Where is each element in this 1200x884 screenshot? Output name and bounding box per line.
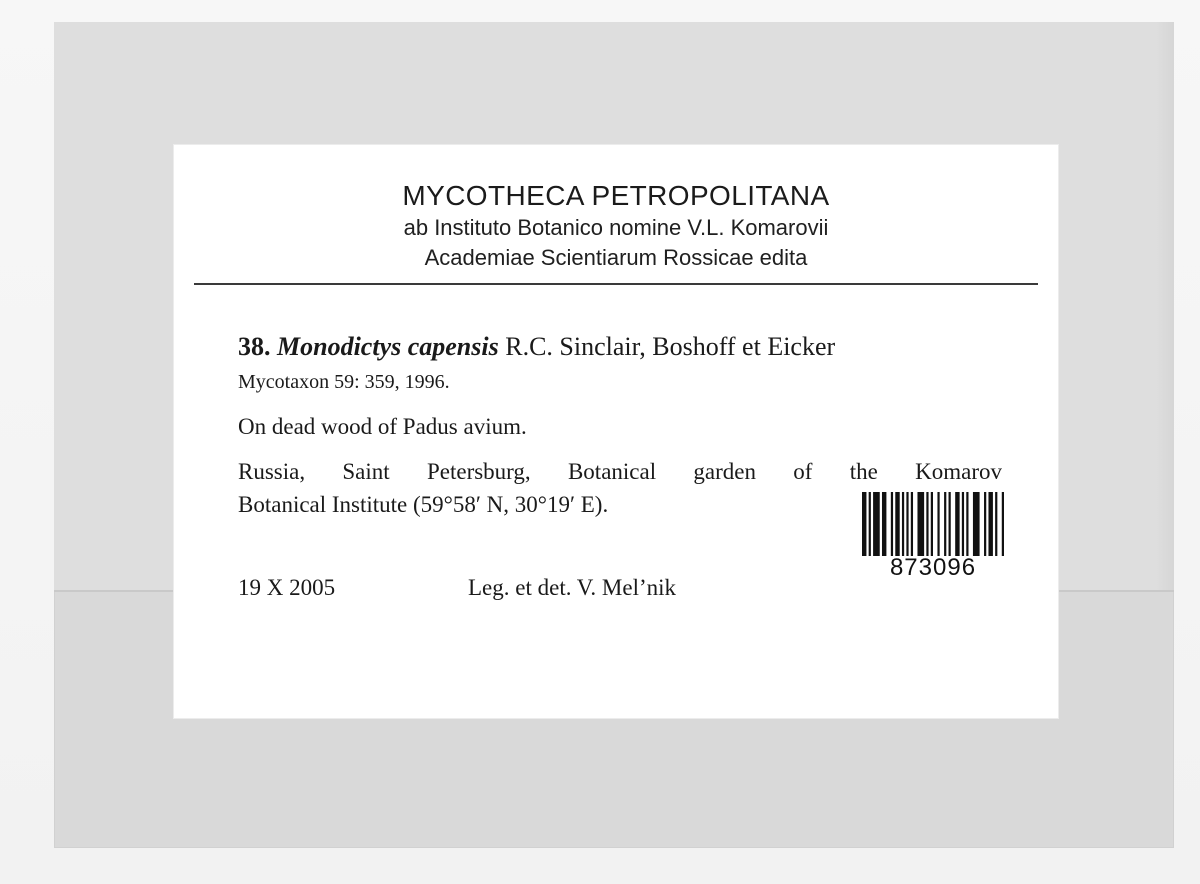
specimen-number: 38. bbox=[238, 332, 271, 361]
barcode-bar bbox=[906, 492, 908, 556]
specimen-label bbox=[174, 145, 1058, 718]
barcode-bar bbox=[917, 492, 924, 556]
barcode-bar bbox=[911, 492, 913, 556]
barcode-bar bbox=[882, 492, 886, 556]
locality-line-2: Botanical Institute (59°58′ N, 30°19′ E). bbox=[238, 492, 609, 517]
barcode-bar bbox=[966, 492, 968, 556]
barcode-bar bbox=[869, 492, 871, 556]
barcode bbox=[862, 492, 1004, 556]
collector-text: Leg. et det. V. Mel’nik bbox=[468, 575, 677, 600]
locality-line-1: Russia, Saint Petersburg, Botanical garden of the Komarov bbox=[238, 459, 1002, 484]
substrate-text: On dead wood of Padus avium. bbox=[238, 414, 527, 439]
collection-date: 19 X 2005 bbox=[238, 575, 336, 600]
barcode-bar bbox=[973, 492, 980, 556]
barcode-bar bbox=[937, 492, 939, 556]
barcode-bar bbox=[862, 492, 866, 556]
barcode-bar bbox=[988, 492, 992, 556]
barcode-bar bbox=[955, 492, 959, 556]
barcode-bar bbox=[926, 492, 928, 556]
species-reference: Mycotaxon 59: 359, 1996. bbox=[238, 371, 450, 393]
barcode-bar bbox=[891, 492, 893, 556]
species-name: Monodictys capensis bbox=[277, 332, 499, 361]
label-header bbox=[174, 179, 1058, 273]
barcode-bar bbox=[895, 492, 899, 556]
barcode-bar bbox=[944, 492, 946, 556]
barcode-bar bbox=[1002, 492, 1004, 556]
barcode-bar bbox=[873, 492, 880, 556]
label-subtitle-academy: Academiae Scientiarum Rossicae edita bbox=[424, 245, 808, 270]
barcode-bar bbox=[962, 492, 964, 556]
barcode-number: 873096 bbox=[889, 554, 977, 581]
barcode-bar bbox=[995, 492, 997, 556]
header-divider bbox=[194, 283, 1038, 285]
species-authors: R.C. Sinclair, Boshoff et Eicker bbox=[505, 332, 836, 361]
barcode-bar bbox=[902, 492, 904, 556]
barcode-bar bbox=[949, 492, 951, 556]
barcode-bar bbox=[984, 492, 986, 556]
species-line bbox=[238, 332, 1018, 362]
barcode-bar bbox=[931, 492, 933, 556]
label-title: MYCOTHECA PETROPOLITANA bbox=[402, 180, 830, 211]
label-subtitle-institute: ab Instituto Botanico nomine V.L. Komarovii bbox=[403, 215, 829, 240]
